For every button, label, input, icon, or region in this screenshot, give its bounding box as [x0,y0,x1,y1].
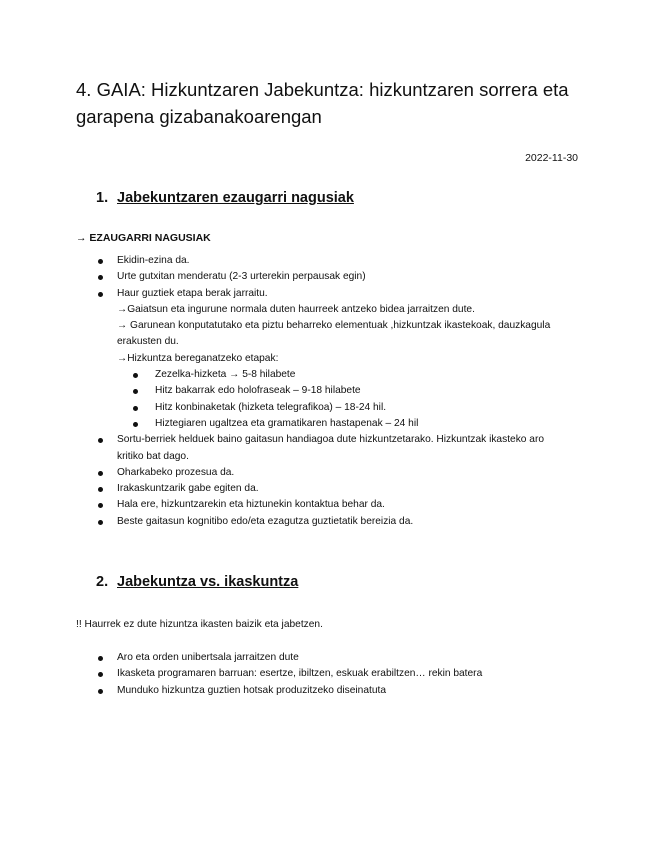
bullet-icon [98,275,103,280]
bullet-icon [133,373,138,378]
bullet-icon [98,259,103,264]
bullet-icon [98,292,103,297]
list-item: Beste gaitasun kognitibo edo/eta ezagutza guztietatik bereizia da. [96,514,567,530]
bullet-icon [98,471,103,476]
section-2-number: 2. [96,574,109,590]
title-line-1: 4. GAIA: Hizkuntzaren Jabekuntza: hizkuntzaren sorrera eta [76,79,569,100]
bullet-icon [133,422,138,427]
bullet-icon [98,487,103,492]
list-item: Sortu-berriek helduek baino gaitasun handiagoa dute hizkuntzetarako. Hizkuntzak ikasteko aro kritiko bat dago. [96,432,567,465]
list-item: Ekidin-ezina da. [96,253,567,269]
sublist-item: Hitz konbinaketak (hizketa telegrafikoa) – 18-24 hil. [133,400,567,416]
list-item: Ikasketa programaren barruan: esertze, ibiltzen, eskuak erabiltzen… rekin batera [96,666,482,682]
continuation-line: →Gaiatsun eta ingurune normala duten haurreek antzeko bidea jarraitzen dute. [117,303,475,315]
section-1-list [96,253,567,530]
section-1-title: Jabekuntzaren ezaugarri nagusiak [117,190,354,206]
continuation-line: →Hizkuntza bereganatzeko etapak: [117,352,279,364]
page-title [76,76,576,130]
bullet-icon [98,656,103,661]
list-item: Munduko hizkuntza guztien hotsak produzitzeko diseinatuta [96,683,482,699]
section-1-heading [96,190,354,206]
continuation-line: → Garunean konputatutako eta piztu beharreko elementuak ,hizkuntzak ikastekoak, dauzkagula erakusten du. [117,320,551,348]
document-date: 2022-11-30 [525,152,578,164]
sublist-item: Hiztegiaren ugaltzea eta gramatikaren hastapenak – 24 hil [133,416,567,432]
stages-sublist [96,367,567,432]
section-2-list [96,650,482,699]
bullet-icon [98,438,103,443]
list-item: Aro eta orden unibertsala jarraitzen dute [96,650,482,666]
bullet-icon [98,520,103,525]
list-item: Haur guztiek etapa berak jarraitu. [96,286,567,302]
list-item: Oharkabeko prozesua da. [96,465,567,481]
list-item: Urte gutxitan menderatu (2-3 urterekin perpausak egin) [96,269,567,285]
section-2-heading [96,574,298,590]
bullet-icon [133,406,138,411]
bullet-icon [133,389,138,394]
bullet-icon [98,689,103,694]
bullet-icon [98,672,103,677]
section-1-subheading: → EZAUGARRI NAGUSIAK [76,232,211,244]
list-item: Irakaskuntzarik gabe egiten da. [96,481,567,497]
bullet-icon [98,503,103,508]
section-1-number: 1. [96,190,109,206]
title-line-2: garapena gizabanakoarengan [76,106,322,127]
list-item: Hala ere, hizkuntzarekin eta hiztunekin kontaktua behar da. [96,497,567,513]
section-2-note: !! Haurrek ez dute hizuntza ikasten baizik eta jabetzen. [76,619,323,630]
sublist-item: Hitz bakarrak edo holofraseak – 9-18 hilabete [133,383,567,399]
sublist-item: Zezelka-hizketa → 5-8 hilabete [133,367,567,383]
section-2-title: Jabekuntza vs. ikaskuntza [117,574,299,590]
